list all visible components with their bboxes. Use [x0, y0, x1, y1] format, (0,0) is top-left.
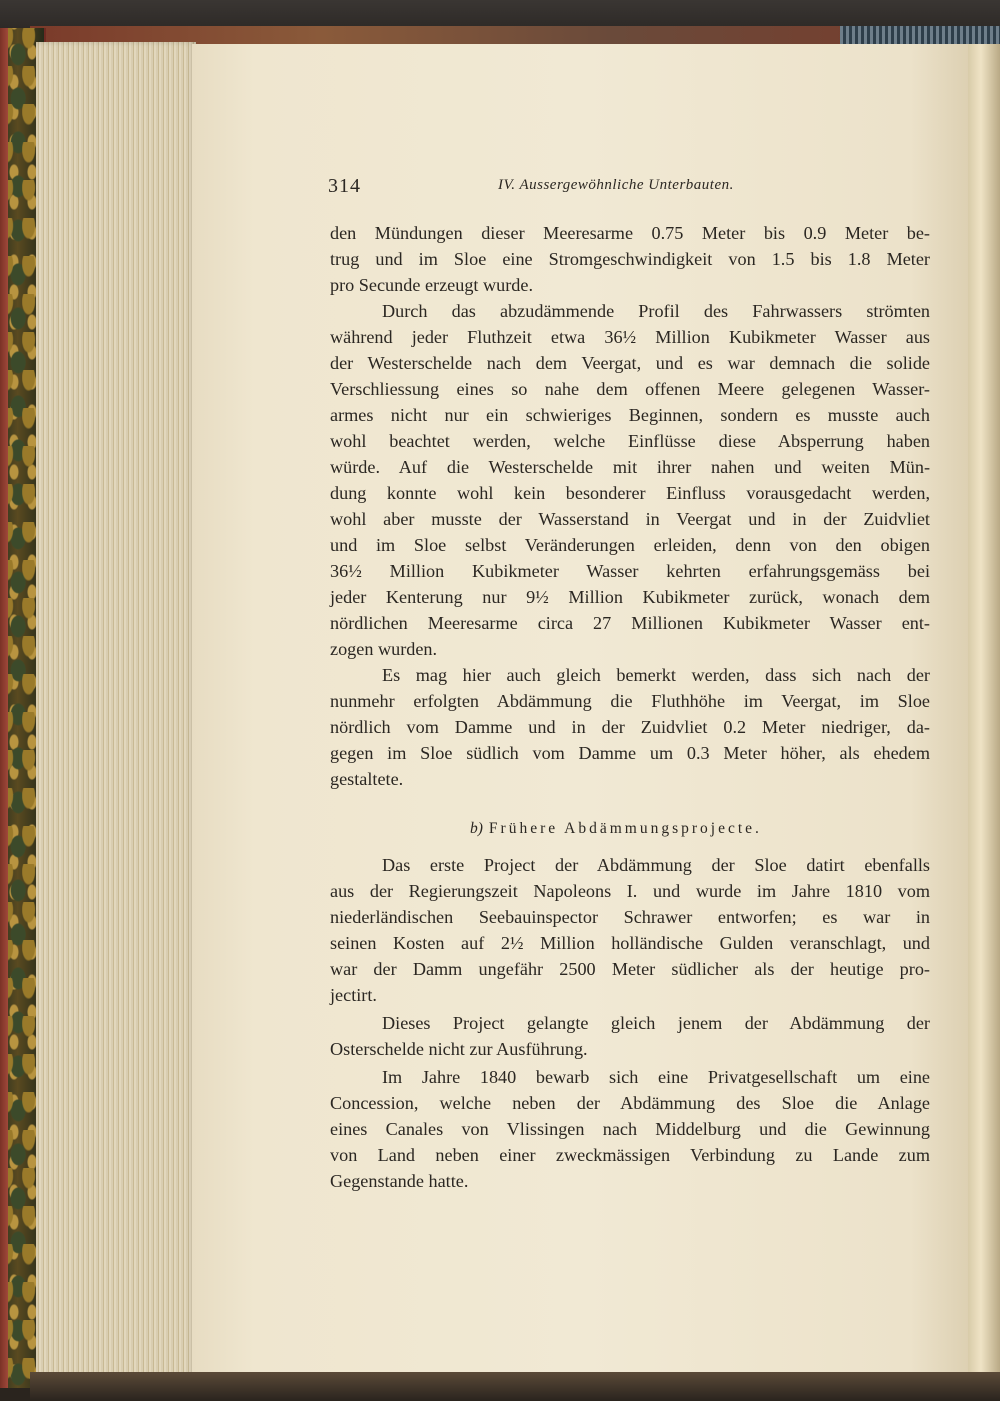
cover-spine [0, 28, 8, 1388]
text-line: Concession, welche neben der Abdämmung des Sloe die Anlage [330, 1093, 930, 1113]
text-line: Verschliessung eines so nahe dem offenen Meere gelegenen Wasser- [330, 379, 930, 399]
text-line: 36½ Million Kubikmeter Wasser kehrten erfahrungsgemäss bei [330, 561, 930, 581]
text-line: würde. Auf die Westerschelde mit ihrer nahen und weiten Mün- [330, 457, 930, 477]
bottom-band [30, 1372, 1000, 1401]
text-line: wohl aber musste der Wasserstand in Veergat und in der Zuidvliet [330, 509, 930, 529]
text-line: Durch das abzudämmende Profil des Fahrwassers strömten [382, 301, 930, 321]
running-head: IV. Aussergewöhnliche Unterbauten. [498, 177, 734, 193]
text-line: Im Jahre 1840 bewarb sich eine Privatgesellschaft um eine [382, 1067, 930, 1087]
text-line: jectirt. [330, 985, 377, 1005]
top-binding-band-right [840, 26, 1000, 44]
text-line: Das erste Project der Abdämmung der Sloe datirt ebenfalls [382, 855, 930, 875]
page-number: 314 [328, 175, 361, 197]
text-line: gestaltete. [330, 769, 404, 789]
text-line: der Westerschelde nach dem Veergat, und es war demnach die solide [330, 353, 930, 373]
text-line: nördlich vom Damme und in der Zuidvliet 0.2 Meter niedriger, da- [330, 717, 930, 737]
text-line: pro Secunde erzeugt wurde. [330, 275, 534, 295]
text-line: dung konnte wohl kein besonderer Einfluss vorausgedacht werden, [330, 483, 930, 503]
text-line: Dieses Project gelangte gleich jenem der Abdämmung der [382, 1013, 930, 1033]
text-line: trug und im Sloe eine Stromgeschwindigkeit von 1.5 bis 1.8 Meter [330, 249, 930, 269]
text-line: jeder Kenterung nur 9½ Million Kubikmeter zurück, wonach dem [330, 587, 930, 607]
section-title: Frühere Abdämmungsprojecte. [488, 820, 762, 837]
text-line: und im Sloe selbst Veränderungen erleiden, denn von den obigen [330, 535, 930, 555]
right-page-edge [968, 44, 1000, 1384]
text-line: Osterschelde nicht zur Ausführung. [330, 1039, 588, 1059]
text-line: Gegenstande hatte. [330, 1171, 469, 1191]
text-line: nunmehr erfolgten Abdämmung die Fluthhöhe im Veergat, im Sloe [330, 691, 930, 711]
text-line: Es mag hier auch gleich bemerkt werden, dass sich nach der [382, 665, 930, 685]
text-line: aus der Regierungszeit Napoleons I. und wurde im Jahre 1810 vom [330, 881, 930, 901]
text-line: nördlichen Meeresarme circa 27 Millionen Kubikmeter Wasser ent- [330, 613, 930, 633]
text-line: seinen Kosten auf 2½ Million holländische Gulden veranschlagt, und [330, 933, 930, 953]
section-label: b) [470, 820, 483, 837]
text-line: gegen im Sloe südlich vom Damme um 0.3 Meter höher, als ehedem [330, 743, 930, 763]
text-line: armes nicht nur ein schwieriges Beginnen, sondern es musste auch [330, 405, 930, 425]
text-line: wohl beachtet werden, welche Einflüsse diese Absperrung haben [330, 431, 930, 451]
text-line: von Land neben einer zweckmässigen Verbindung zu Lande zum [330, 1145, 930, 1165]
text-line: eines Canales von Vlissingen nach Middelburg und die Gewinnung [330, 1119, 930, 1139]
text-line: den Mündungen dieser Meeresarme 0.75 Meter bis 0.9 Meter be- [330, 223, 930, 243]
text-line: war der Damm ungefähr 2500 Meter südlicher als der heutige pro- [330, 959, 930, 979]
text-line: während jeder Fluthzeit etwa 36½ Million Kubikmeter Wasser aus [330, 327, 930, 347]
page-edges [36, 42, 196, 1382]
text-line: niederländischen Seebauinspector Schrawer entworfen; es war in [330, 907, 930, 927]
text-line: zogen wurden. [330, 639, 438, 659]
section-heading [470, 820, 762, 838]
